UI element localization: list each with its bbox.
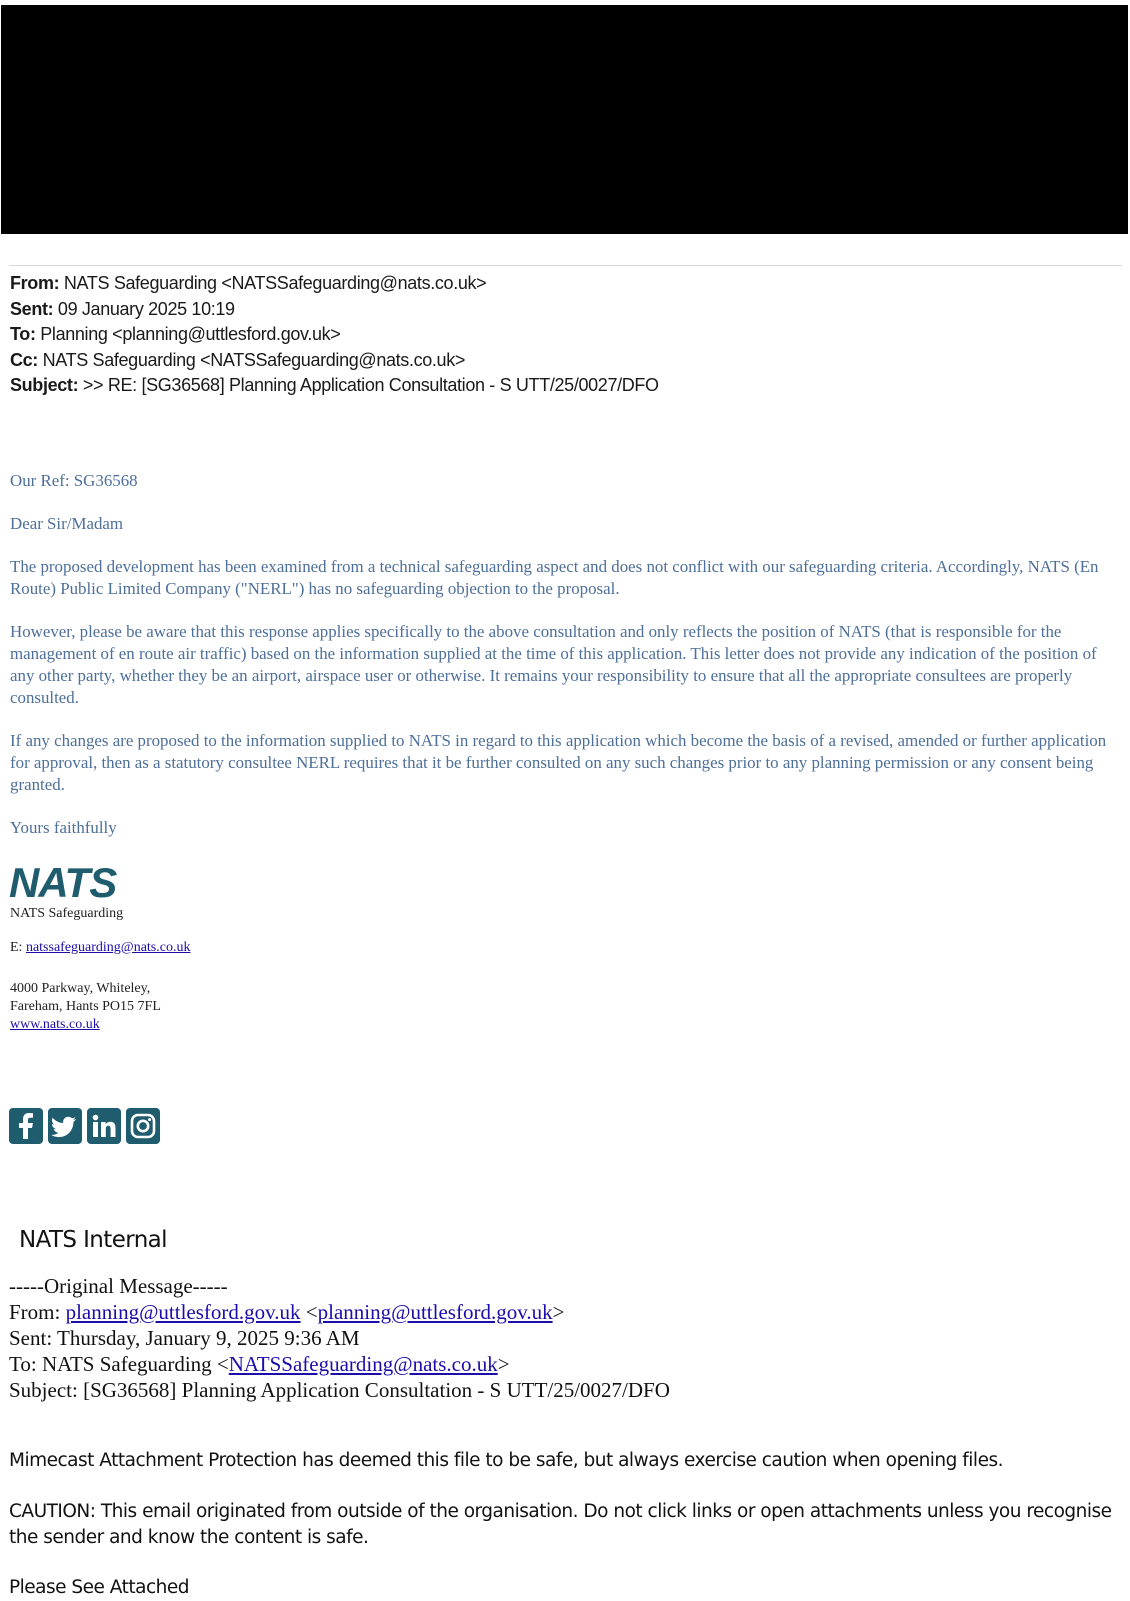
signature-email-line: E: natssafeguarding@nats.co.uk: [10, 940, 191, 955]
social-icons: [9, 1108, 160, 1144]
original-to: To: NATS Safeguarding <NATSSafeguarding@nats.co.uk>: [9, 1352, 510, 1376]
header-to: To: Planning <planning@uttlesford.gov.uk>: [10, 324, 341, 345]
nats-logo-text: NATS: [9, 864, 117, 902]
redacted-block: [1, 5, 1128, 234]
closing: Yours faithfully: [10, 818, 117, 837]
to-value: Planning <planning@uttlesford.gov.uk>: [40, 324, 341, 345]
mimecast-notice: Mimecast Attachment Protection has deemed this file to be safe, but always exercise caution when opening files.: [9, 1450, 1003, 1471]
signature-email-link[interactable]: natssafeguarding@nats.co.uk: [25, 940, 191, 955]
please-see-attached: Please See Attached: [9, 1577, 189, 1598]
email-header: [10, 271, 659, 399]
original-from: From: planning@uttlesford.gov.uk <planning@uttlesford.gov.uk>: [9, 1300, 565, 1324]
paragraph-3: If any changes are proposed to the information supplied to NATS in regard to this application which become the basis of a revised, amended or further application for approval, then as a statutory consultee NERL requires that it be further consulted on any such changes prior to any planning permission or any consent being granted.: [10, 731, 1107, 794]
signature-address: [10, 980, 161, 1034]
instagram-icon[interactable]: [126, 1108, 160, 1144]
original-separator: -----Original Message-----: [9, 1274, 228, 1298]
paragraph-1: The proposed development has been examined from a technical safeguarding aspect and does not conflict with our safeguarding criteria. Accordingly, NATS (En Route) Public Limited Company ("NERL") has no safeguarding objection to the proposal.: [10, 557, 1099, 598]
facebook-icon[interactable]: [9, 1108, 43, 1144]
original-subject: Subject: [SG36568] Planning Application Consultation - S UTT/25/0027/DFO: [9, 1378, 670, 1402]
email-body: [10, 470, 1115, 860]
header-separator: [9, 265, 1122, 266]
paragraph-2: However, please be aware that this response applies specifically to the above consultation and only reflects the position of NATS (that is responsible for the management of en route air traffic) based on the information supplied at the time of this application. This letter does not provide any indication of the position of any other party, whether they be an airport, airspace user or otherwise. It remains your responsibility to ensure that all the appropriate consultees are properly consulted.: [10, 622, 1097, 707]
website-link[interactable]: www.nats.co.uk: [10, 1017, 100, 1032]
original-sent: Sent: Thursday, January 9, 2025 9:36 AM: [9, 1326, 360, 1350]
original-message: [9, 1273, 670, 1403]
signature-name: NATS Safeguarding: [10, 906, 124, 921]
twitter-icon[interactable]: [48, 1108, 82, 1144]
salutation: Dear Sir/Madam: [10, 514, 124, 533]
caution-notice: CAUTION: This email originated from outside of the organisation. Do not click links or open attachments unless you recognise the sender and know the content is safe.: [9, 1501, 1112, 1548]
header-from: From: NATS Safeguarding <NATSSafeguarding@nats.co.uk>: [10, 273, 487, 293]
subject-value: >> RE: [SG36568] Planning Application Consultation - S UTT/25/0027/DFO: [82, 375, 659, 396]
sent-value: 09 January 2025 10:19: [57, 298, 235, 319]
original-from-link[interactable]: planning@uttlesford.gov.uk: [65, 1300, 301, 1324]
from-value: NATS Safeguarding <NATSSafeguarding@nats.co.uk>: [63, 273, 487, 293]
cc-value: NATS Safeguarding <NATSSafeguarding@nats.co.uk>: [42, 349, 466, 370]
nats-logo: [9, 864, 144, 902]
classification-label: NATS Internal: [19, 1227, 167, 1253]
address-line-1: 4000 Parkway, Whiteley,: [10, 981, 151, 996]
original-from-link-2[interactable]: planning@uttlesford.gov.uk: [317, 1300, 553, 1324]
header-sent: Sent: 09 January 2025 10:19: [10, 298, 235, 319]
header-cc: Cc: NATS Safeguarding <NATSSafeguarding@nats.co.uk>: [10, 349, 466, 370]
address-line-2: Fareham, Hants PO15 7FL: [10, 999, 161, 1014]
our-ref: Our Ref: SG36568: [10, 471, 138, 490]
original-to-link[interactable]: NATSSafeguarding@nats.co.uk: [228, 1352, 498, 1376]
linkedin-icon[interactable]: [87, 1108, 121, 1144]
header-subject: Subject: >> RE: [SG36568] Planning Application Consultation - S UTT/25/0027/DFO: [10, 375, 659, 396]
